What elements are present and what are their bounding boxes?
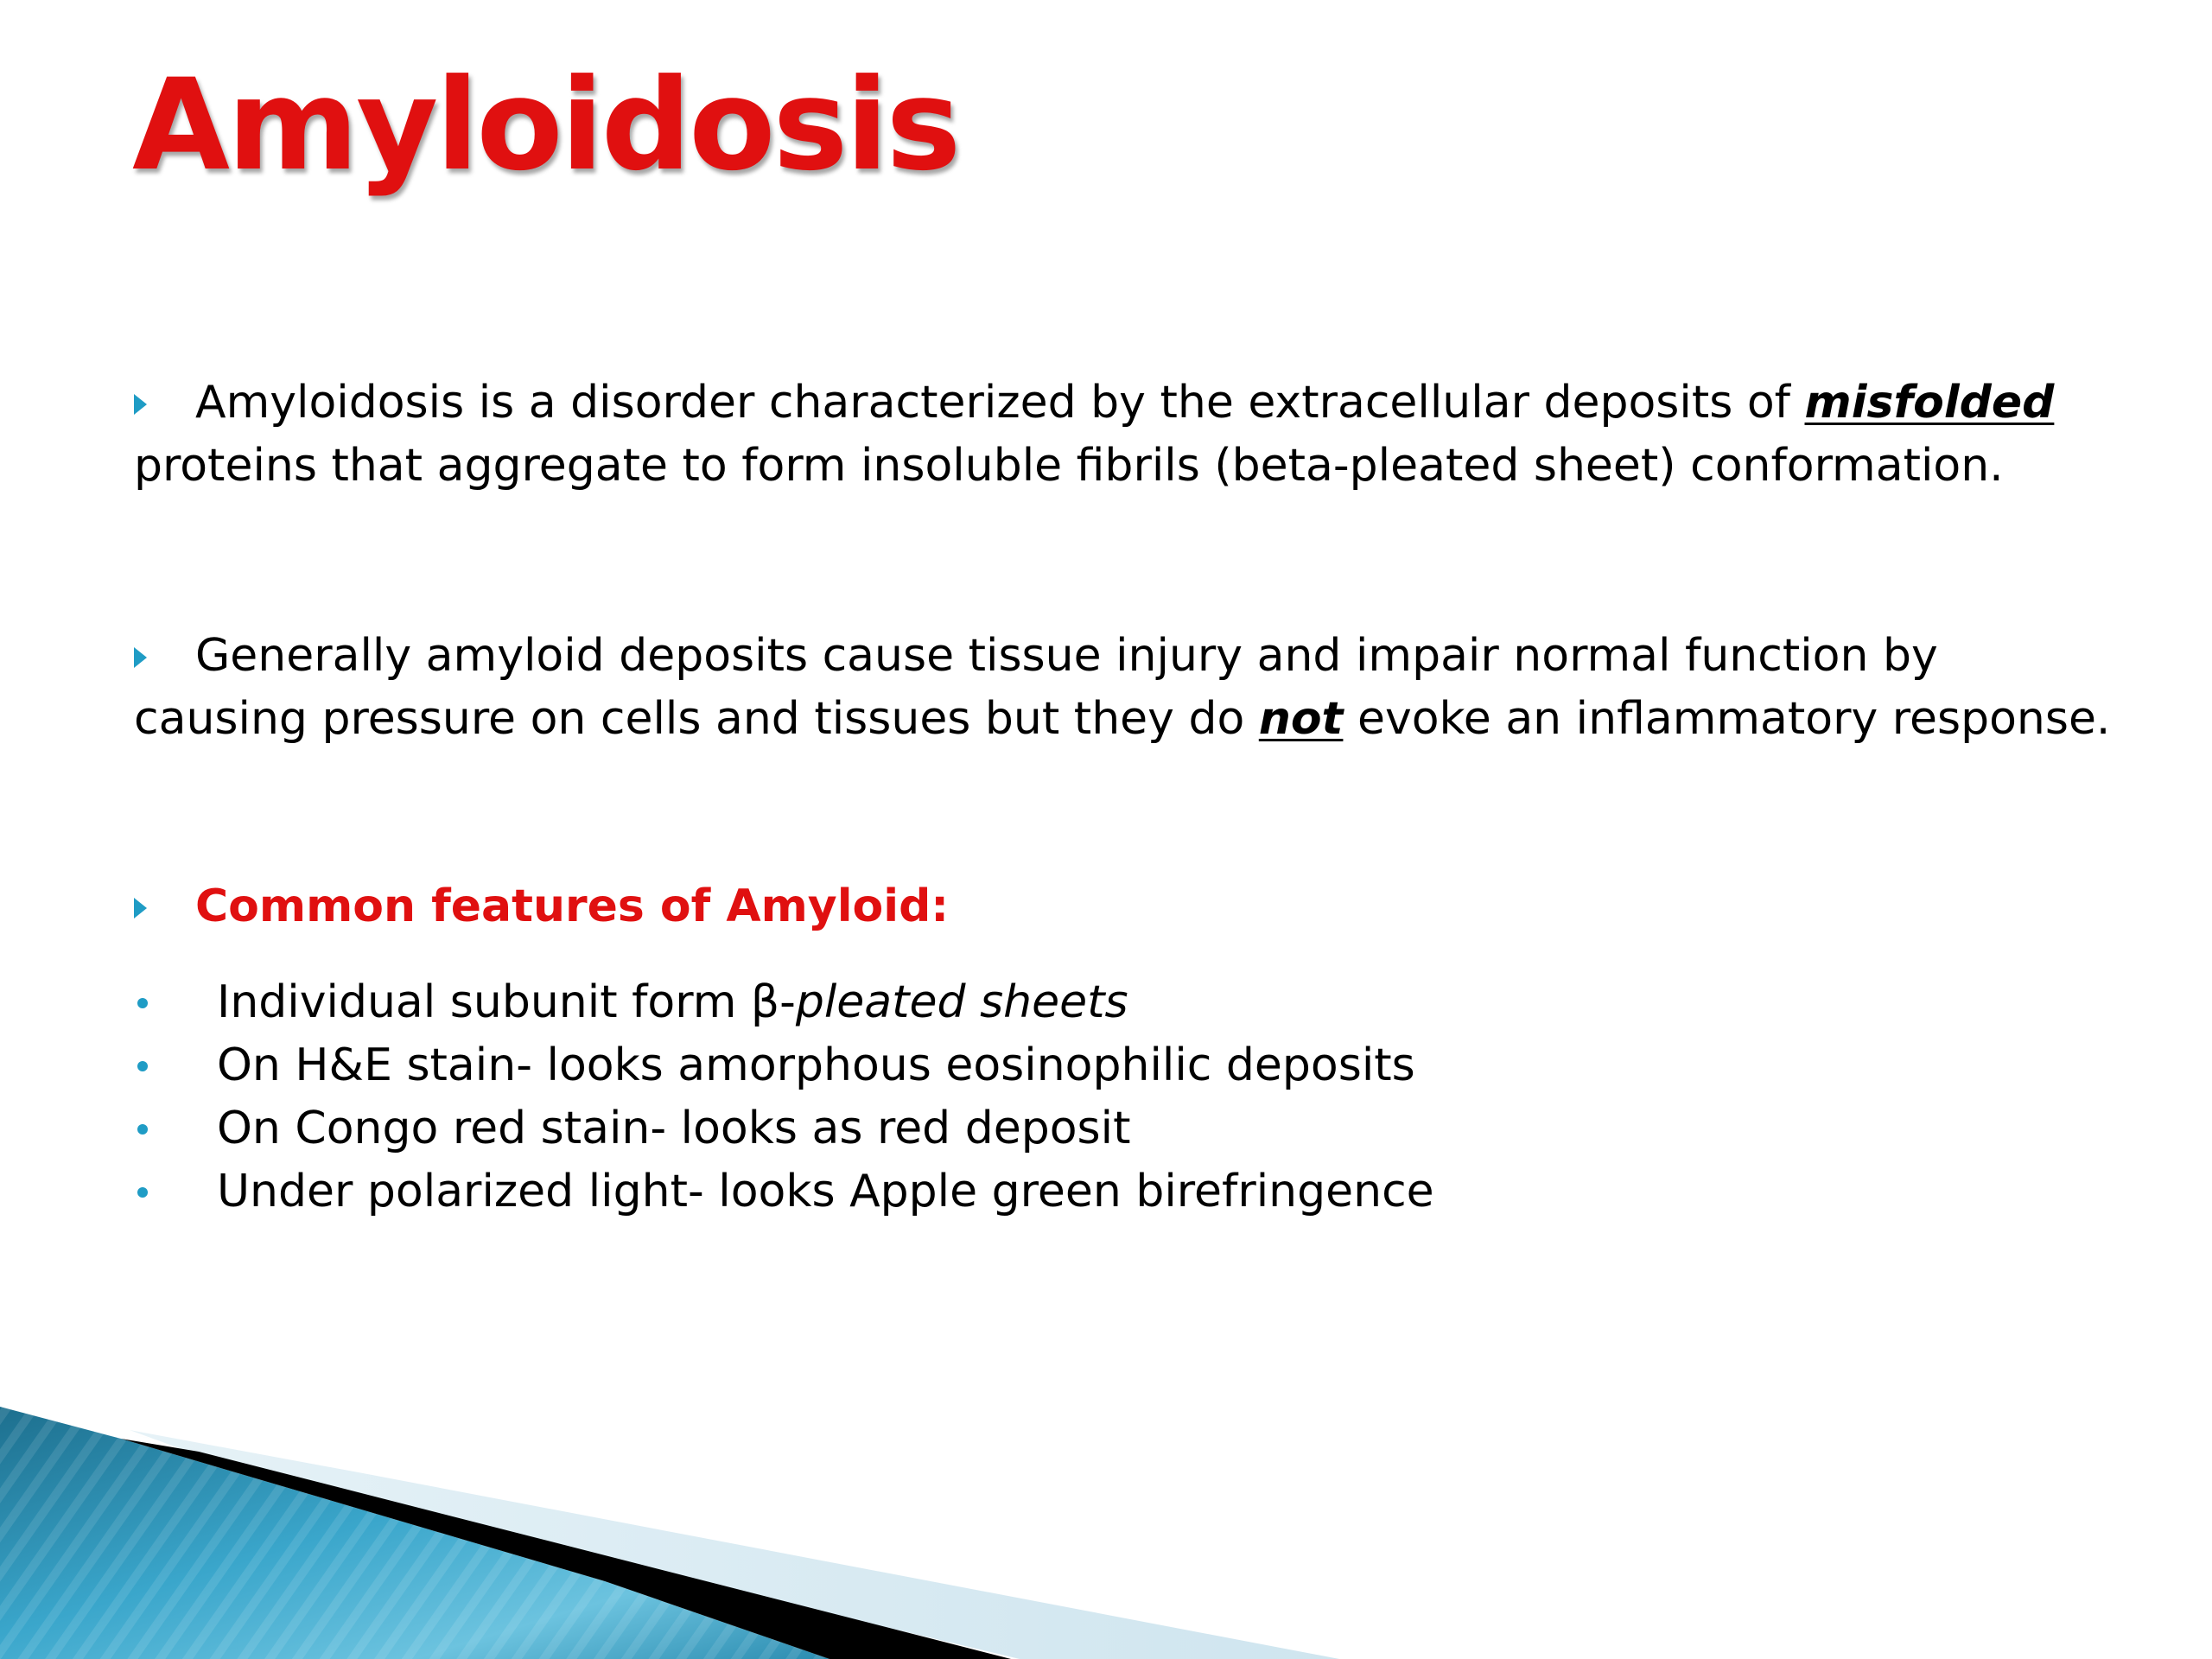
paragraph-definition-text-start: Amyloidosis is a disorder characterized by the extracellular deposits of xyxy=(195,377,1805,429)
paragraph-definition xyxy=(134,372,2121,498)
section-heading-text: Common features of Amyloid: xyxy=(195,880,950,932)
slide-title: Amyloidosis xyxy=(132,52,959,199)
dot-icon xyxy=(137,1124,148,1135)
triangle-arrow-icon xyxy=(134,647,147,668)
list-item xyxy=(134,1160,1434,1224)
teal-wave-texture xyxy=(0,1407,830,1659)
emphasis-not: not xyxy=(1258,693,1344,745)
paragraph-pathology-text-end: evoke an inflammatory response. xyxy=(1343,693,2111,745)
feature-text-italic: pleated sheets xyxy=(795,976,1128,1028)
list-item xyxy=(134,1097,1434,1160)
triangle-arrow-icon xyxy=(134,898,147,918)
features-list xyxy=(134,971,1434,1224)
dot-icon xyxy=(137,1061,148,1071)
list-item xyxy=(134,971,1434,1034)
section-heading xyxy=(134,875,2121,938)
paragraph-definition-text-end: proteins that aggregate to form insoluble fibrils (beta-pleated sheet) conformation. xyxy=(134,440,2004,492)
feature-text: On H&E stain- looks amorphous eosinophilic deposits xyxy=(217,1039,1415,1091)
feature-text: On Congo red stain- looks as red deposit xyxy=(217,1103,1131,1154)
emphasis-misfolded: misfolded xyxy=(1804,377,2055,429)
triangle-arrow-icon xyxy=(134,394,147,415)
black-wave-stripe xyxy=(121,1439,1011,1659)
dot-icon xyxy=(137,998,148,1008)
light-blue-band xyxy=(130,1434,1313,1659)
teal-wave xyxy=(0,1407,830,1659)
feature-text: Individual subunit form β- xyxy=(217,976,796,1028)
paragraph-pathology-text-start: Generally amyloid deposits cause tissue injury and impair normal function by causing pressure on cells and tissues but they do xyxy=(134,630,1938,745)
list-item xyxy=(134,1034,1434,1097)
paragraph-pathology xyxy=(134,625,2121,751)
dot-icon xyxy=(137,1187,148,1198)
feature-text: Under polarized light- looks Apple green birefringence xyxy=(217,1166,1434,1217)
light-blue-swoosh xyxy=(130,1430,1339,1659)
